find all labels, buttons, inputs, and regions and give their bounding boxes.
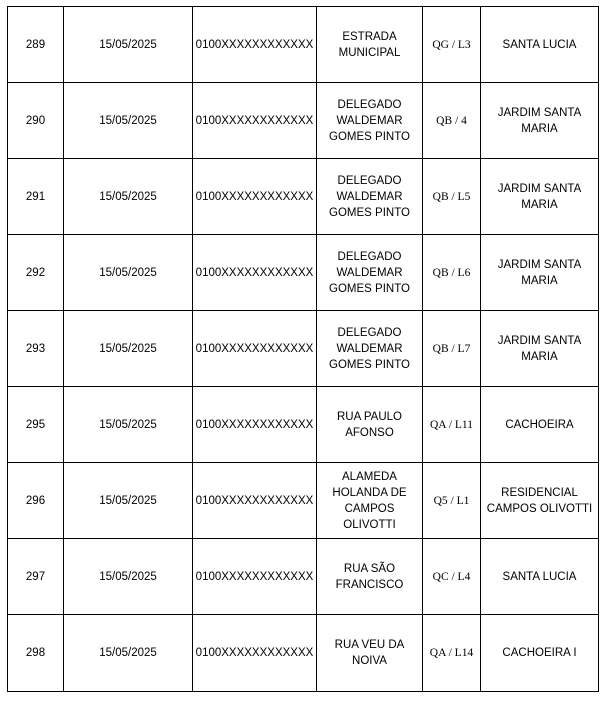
record-street: RUA PAULO AFONSO [317,387,423,463]
record-lot: QB / L6 [423,235,481,311]
record-street: RUA VEU DA NOIVA [317,615,423,692]
record-street: ALAMEDA HOLANDA DE CAMPOS OLIVOTTI [317,463,423,539]
record-number: 298 [8,615,64,692]
record-code: 0100XXXXXXXXXXXX [193,539,317,615]
record-lot: QC / L4 [423,539,481,615]
record-date: 15/05/2025 [64,7,193,83]
record-lot: QB / L5 [423,159,481,235]
record-street: ESTRADA MUNICIPAL [317,7,423,83]
record-date: 15/05/2025 [64,235,193,311]
record-lot: QG / L3 [423,7,481,83]
record-code: 0100XXXXXXXXXXXX [193,83,317,159]
record-date: 15/05/2025 [64,463,193,539]
record-number: 291 [8,159,64,235]
record-lot: QA / L14 [423,615,481,692]
table-row [8,463,599,539]
record-date: 15/05/2025 [64,615,193,692]
record-number: 289 [8,7,64,83]
record-code: 0100XXXXXXXXXXXX [193,7,317,83]
record-neighborhood: JARDIM SANTA MARIA [481,159,599,235]
record-date: 15/05/2025 [64,539,193,615]
record-date: 15/05/2025 [64,311,193,387]
record-number: 295 [8,387,64,463]
record-number: 292 [8,235,64,311]
record-neighborhood: CACHOEIRA I [481,615,599,692]
record-date: 15/05/2025 [64,387,193,463]
record-neighborhood: RESIDENCIAL CAMPOS OLIVOTTI [481,463,599,539]
record-date: 15/05/2025 [64,83,193,159]
record-street: DELEGADO WALDEMAR GOMES PINTO [317,311,423,387]
table-row [8,311,599,387]
record-code: 0100XXXXXXXXXXXX [193,235,317,311]
record-street: DELEGADO WALDEMAR GOMES PINTO [317,159,423,235]
table-row [8,159,599,235]
table-row [8,387,599,463]
records-table [7,6,599,692]
record-lot: QA / L11 [423,387,481,463]
record-neighborhood: CACHOEIRA [481,387,599,463]
record-date: 15/05/2025 [64,159,193,235]
record-code: 0100XXXXXXXXXXXX [193,159,317,235]
table-row [8,235,599,311]
table-row [8,539,599,615]
record-number: 290 [8,83,64,159]
record-neighborhood: JARDIM SANTA MARIA [481,235,599,311]
record-code: 0100XXXXXXXXXXXX [193,463,317,539]
record-neighborhood: SANTA LUCIA [481,7,599,83]
record-number: 296 [8,463,64,539]
record-neighborhood: SANTA LUCIA [481,539,599,615]
record-code: 0100XXXXXXXXXXXX [193,311,317,387]
table-row [8,7,599,83]
table-row [8,615,599,692]
record-lot: Q5 / L1 [423,463,481,539]
table-row [8,83,599,159]
record-neighborhood: JARDIM SANTA MARIA [481,83,599,159]
record-neighborhood: JARDIM SANTA MARIA [481,311,599,387]
record-lot: QB / L7 [423,311,481,387]
record-code: 0100XXXXXXXXXXXX [193,387,317,463]
record-street: DELEGADO WALDEMAR GOMES PINTO [317,235,423,311]
record-code: 0100XXXXXXXXXXXX [193,615,317,692]
record-street: RUA SÃO FRANCISCO [317,539,423,615]
record-lot: QB / 4 [423,83,481,159]
record-number: 297 [8,539,64,615]
record-street: DELEGADO WALDEMAR GOMES PINTO [317,83,423,159]
record-number: 293 [8,311,64,387]
